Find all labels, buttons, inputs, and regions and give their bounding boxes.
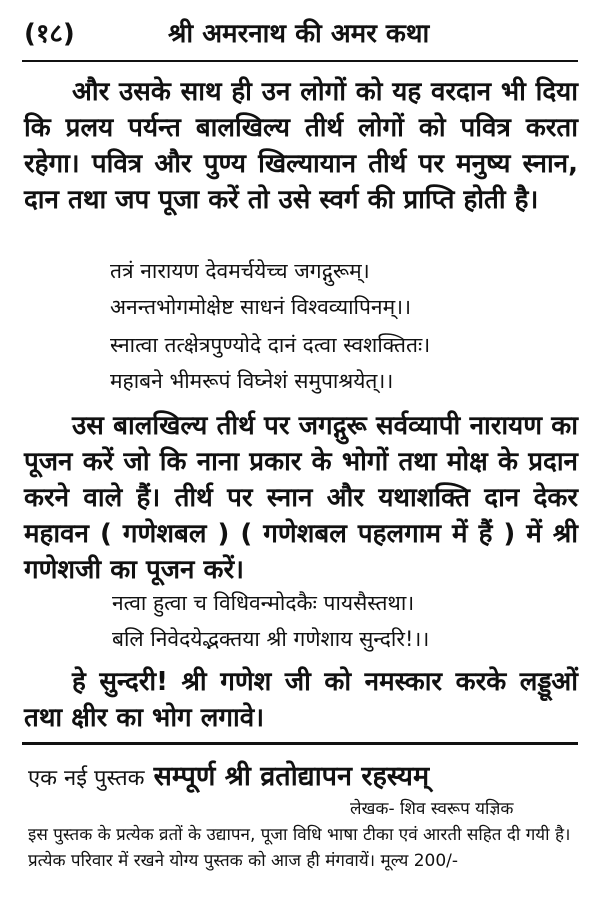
sanskrit-verse-3: स्नात्वा तत्क्षेत्रपुण्योदे दानं दत्वा स्वशक्तितः। [110, 333, 431, 357]
body-paragraph-1: और उसके साथ ही उन लोगों को यह वरदान भी दिया कि प्रलय पर्यन्त बालखिल्य तीर्थ लोगों को पवित्र करता रहेगा। पवित्र और पुण्य खिल्यायान तीर्थ पर मनुष्य स्नान, दान तथा जप पूजा करें तो उसे स्वर्ग की प्राप्ति होती है। [24, 77, 578, 215]
sanskrit-verse-2: अनन्तभोगमोक्षेष्ट साधनं विश्वव्यापिनम्।। [110, 295, 412, 319]
page-title: श्री अमरनाथ की अमर कथा [168, 19, 430, 49]
advert-description: इस पुस्तक के प्रत्येक व्रतों के उद्यापन, पूजा विधि भाषा टीका एवं आरती सहित दी गयी है। प्रत्येक परिवार में रखने योग्य पुस्तक को आज ही मंगवायें। मूल्य 200/- [28, 825, 571, 871]
sanskrit-verse-1: तत्रं नारायण देवमर्चयेच्च जगद्गुरूम्। [110, 259, 370, 283]
sanskrit-verse-4: महाबने भीमरूपं विघ्नेशं समुपाश्रयेत्।। [110, 369, 394, 393]
header-divider [22, 60, 578, 62]
sanskrit-verse-5: नत्वा हुत्वा च विधिवन्मोदकैः पायसैस्तथा। [112, 591, 415, 615]
page-header [18, 8, 582, 56]
advert-divider [22, 742, 578, 745]
page-number: (१८) [24, 19, 75, 49]
advert-intro: एक नई पुस्तक [28, 766, 145, 791]
advert-headline [28, 756, 588, 793]
body-paragraph-2: उस बालखिल्य तीर्थ पर जगद्गुरू सर्वव्यापी नारायण का पूजन करें जो कि नाना प्रकार के भोगों तथा मोक्ष के प्रदान करने वाले हैं। तीर्थ पर स्नान और यथाशक्ति दान देकर महावन ( गणेशबल ) ( गणेशबल पहलगाम में हैं ) में श्री गणेशजी का पूजन करें। [24, 411, 578, 585]
advert-book-title: सम्पूर्ण श्री व्रतोद्यापन रहस्यम् [153, 761, 430, 792]
sanskrit-verse-6: बलि निवेदयेद्भक्तया श्री गणेशाय सुन्दरि!।। [112, 627, 430, 651]
body-paragraph-3: हे सुन्दरी! श्री गणेश जी को नमस्कार करके लड्डूओं तथा क्षीर का भोग लगावे। [24, 667, 578, 733]
advert-author: लेखक- शिव स्वरूप यज्ञिक [350, 799, 514, 819]
